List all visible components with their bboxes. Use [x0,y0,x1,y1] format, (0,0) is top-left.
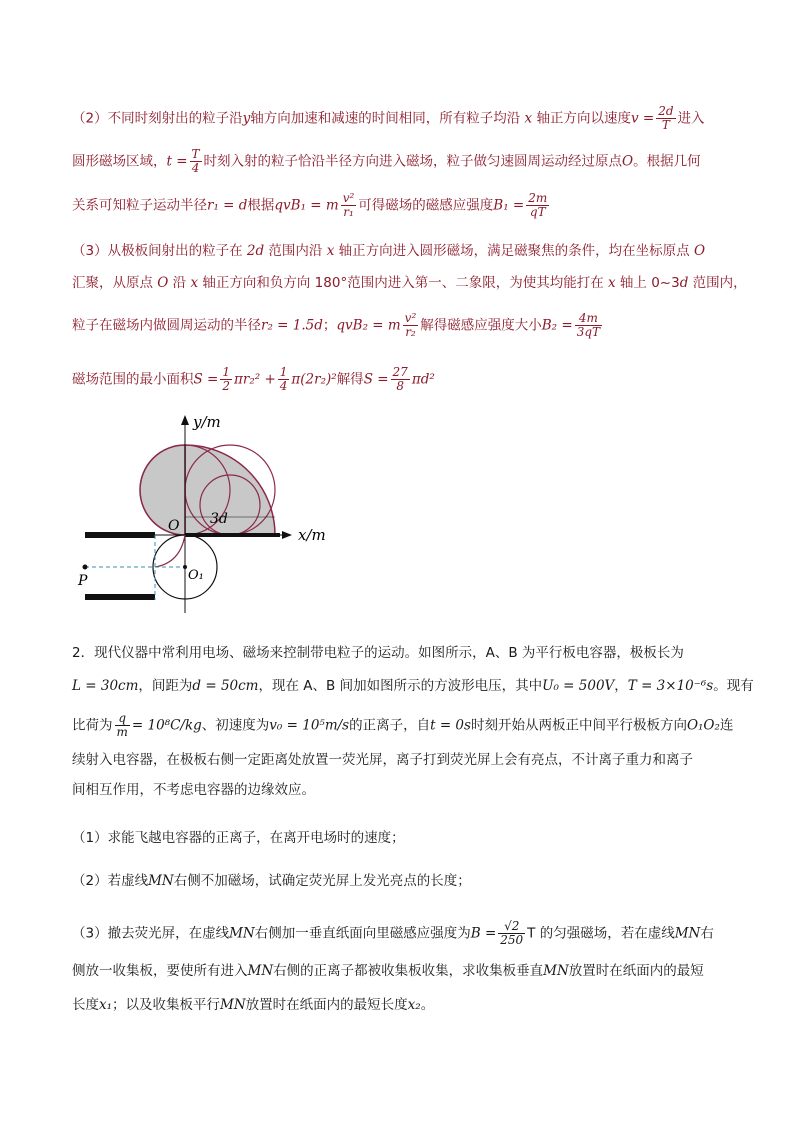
origin-label: O [168,518,180,534]
lower-plate [85,594,155,600]
q2-sub-3-line-1: （3）撤去荧光屏，在虚线MN右侧加一垂直纸面向里磁感应强度为B = $\frac{√2}{250}$ T 的匀强磁场，若在虚线MN右 [72,919,714,947]
q2-line-4: 续射入电容器，在极板右侧一定距离处放置一荧光屏，离子打到荧光屏上会有亮点，不计离子重力和离子 [72,752,693,768]
particle-path [155,535,185,567]
part3-line-3: 粒子在磁场内做圆周运动的半径r₂ = 1.5d；qvB₂ = m $\frac{\text{v²}}{\text{r₂}}$ 解得磁感应强度大小B₂ = $\frac{4m}{3qT}$ [72,311,601,339]
area-line: 磁场范围的最小面积S = $\frac{1}{2}$ πr₂² + $\frac{1}{4}$ π(2r₂)²解得S = $\frac{27}{8}$ πd² [72,365,435,393]
velocity-fraction: $\frac{2d}{T}$ [658,104,674,132]
magnetic-field-figure [70,405,340,615]
b1-fraction: $\frac{2m}{qT}$ [528,191,548,219]
time-fraction: $\frac{T}{4}$ [191,147,200,175]
q2-sub-2: （2）若虚线MN右侧不加磁场，试确定荧光屏上发光亮点的长度； [72,873,471,889]
area-fraction: $\frac{27}{8}$ [392,365,408,393]
centripetal-fraction-1: $\frac{\text{v²}}{\text{r₁}}$ [342,191,355,219]
upper-plate [85,532,155,538]
part2-line-2: 圆形磁场区域，t = $\frac{T}{4}$ 时刻入射的粒子恰沿半径方向进入磁场，粒子做匀速圆周运动经过原点O。根据几何 [72,147,701,175]
point-p [83,565,88,570]
part2-line-1: （2）不同时刻射出的粒子沿y轴方向加速和减速的时间相同，所有粒子均沿 x 轴正方向以速度v = $\frac{2d}{T}$ 进入 [72,104,705,132]
charge-mass-fraction: $\frac{q}{m}$ [116,711,128,739]
o1-label: O₁ [188,568,204,583]
q2-line-1: 2．现代仪器中常利用电场、磁场来控制带电粒子的运动。如图所示，A、B 为平行板电容器，极板长为 [72,645,684,661]
q2-line-2: L = 30cm，间距为d = 50cm，现在 A、B 间加如图所示的方波形电压，其中U₀ = 500V，T = 3×10⁻⁶s。现有 [72,678,754,694]
part2-line-3: 关系可知粒子运动半径r₁ = d根据qvB₁ = m $\frac{\text{v²}}{\text{r₁}}$ 可得磁场的磁感应强度B₁ = $\frac{2m}{qT}$ [72,191,548,219]
b2-fraction: $\frac{4m}{3qT}$ [576,311,601,339]
part3-line-1: （3）从极板间射出的粒子在 2d 范围内沿 x 轴正方向进入圆形磁场，满足磁聚焦的条件，均在坐标原点 O [72,243,706,259]
half-fraction: $\frac{1}{2}$ [222,365,230,393]
q2-sub-3-line-2: 侧放一收集板，要使所有进入MN右侧的正离子都被收集板收集，求收集板垂直MN放置时在纸面内的最短 [72,963,704,979]
p-label: P [78,573,88,589]
field-strength-fraction: $\frac{√2}{250}$ [500,919,524,947]
part3-line-2: 汇聚，从原点 O 沿 x 轴正方向和负方向 180°范围内进入第一、二象限，为使其均能打在 x 轴上 0~3d 范围内， [72,275,747,291]
y-axis-arrow [181,415,189,425]
q2-sub-3-line-3: 长度x₁；以及收集板平行MN放置时在纸面内的最短长度x₂。 [72,997,435,1013]
quarter-fraction: $\frac{1}{4}$ [279,365,288,393]
x-axis-label: x/m [298,526,326,544]
q2-sub-1: （1）求能飞越电容器的正离子，在离开电场时的速度； [72,830,405,846]
q2-line-5: 间相互作用，不考虑电容器的边缘效应。 [72,782,315,798]
y-axis-label: y/m [193,413,221,431]
point-o1 [183,565,187,569]
q2-line-3: 比荷为 $\frac{q}{m}$ = 10⁸C/kg、初速度为v₀ = 10⁵m/s的正离子，自t = 0s时刻开始从两板正中间平行极板方向O₁O₂连 [72,711,734,739]
centripetal-fraction-2: $\frac{\text{v²}}{\text{r₂}}$ [404,311,417,339]
three-d-label: 3d [210,511,228,527]
x-axis-arrow [282,531,292,539]
